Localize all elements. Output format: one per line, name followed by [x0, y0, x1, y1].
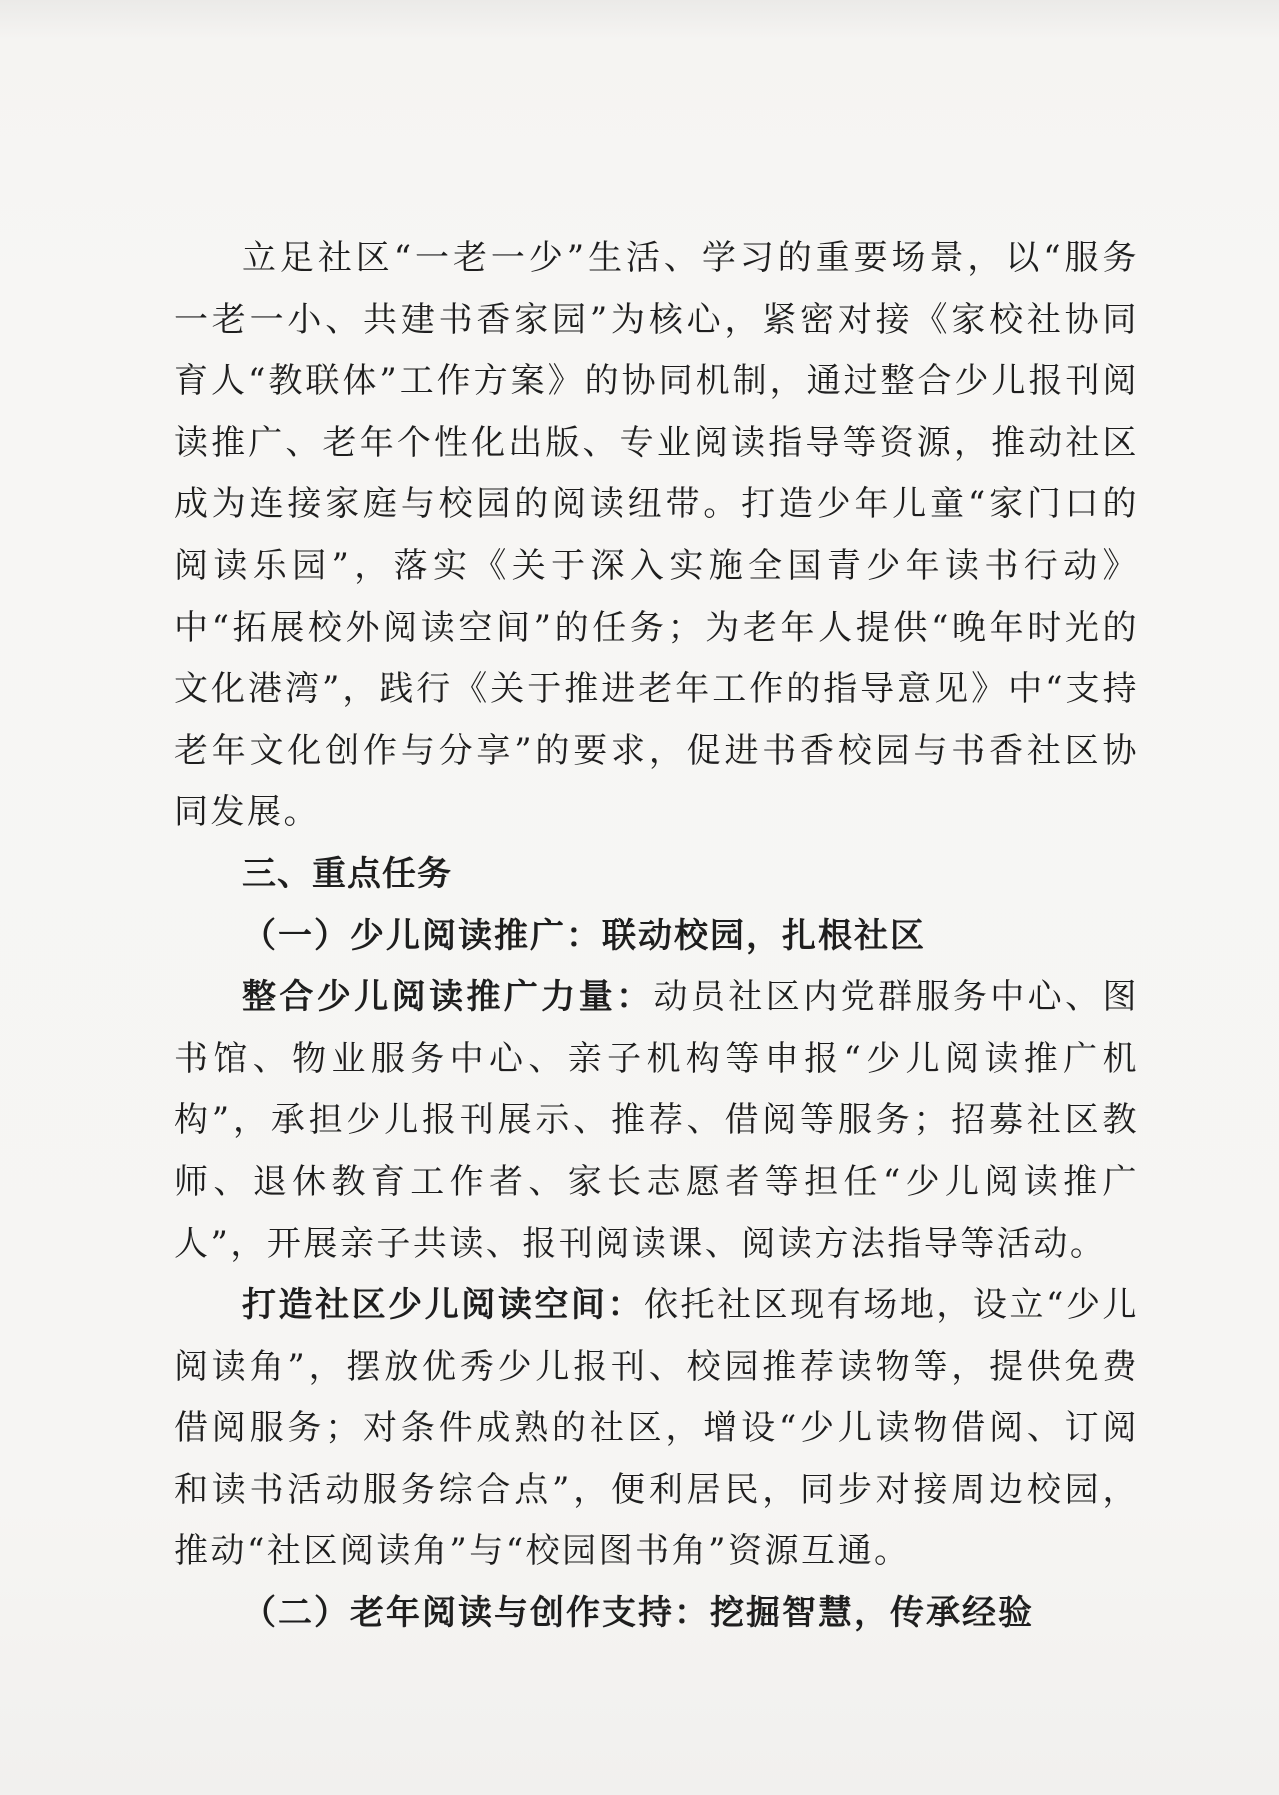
task-text-1: 动员社区内党群服务中心、图书馆、物业服务中心、亲子机构等申报“少儿阅读推广机构”，承担少儿报刊展示、推荐、借阅等服务；招募社区教师、退休教育工作者、家长志愿者等担任“少儿阅读推广人”，开展亲子共读、报刊阅读课、阅读方法指导等活动。 [174, 977, 1140, 1264]
task-paragraph-1 [174, 967, 1139, 1275]
document-body [174, 228, 1139, 1645]
task-lead-2: 打造社区少儿阅读空间： [242, 1285, 645, 1326]
task-lead-1: 整合少儿阅读推广力量： [242, 977, 654, 1018]
task-text-2: 依托社区现有场地，设立“少儿阅读角”，摆放优秀少儿报刊、校园推荐读物等，提供免费借阅服务；对条件成熟的社区，增设“少儿读物借阅、订阅和读书活动服务综合点”，便利居民，同步对接周边校园，推动“社区阅读角”与“校园图书角”资源互通。 [174, 1285, 1139, 1572]
subsection-heading-1: （一）少儿阅读推广：联动校园，扎根社区 [242, 915, 926, 956]
subsection-heading-2: （二）老年阅读与创作支持：挖掘智慧，传承经验 [242, 1593, 1034, 1634]
task-paragraph-2 [174, 1275, 1139, 1583]
section-heading: 三、重点任务 [242, 853, 452, 894]
intro-paragraph: 立足社区“一老一少”生活、学习的重要场景，以“服务一老一小、共建书香家园”为核心，紧密对接《家校社协同育人“教联体”工作方案》的协同机制，通过整合少儿报刊阅读推广、老年个性化出版、专业阅读指导等资源，推动社区成为连接家庭与校园的阅读纽带。打造少年儿童“家门口的阅读乐园”，落实《关于深入实施全国青少年读书行动》中“拓展校外阅读空间”的任务；为老年人提供“晚年时光的文化港湾”，践行《关于推进老年工作的指导意见》中“支持老年文化创作与分享”的要求，促进书香校园与书香社区协同发展。 [174, 238, 1139, 833]
